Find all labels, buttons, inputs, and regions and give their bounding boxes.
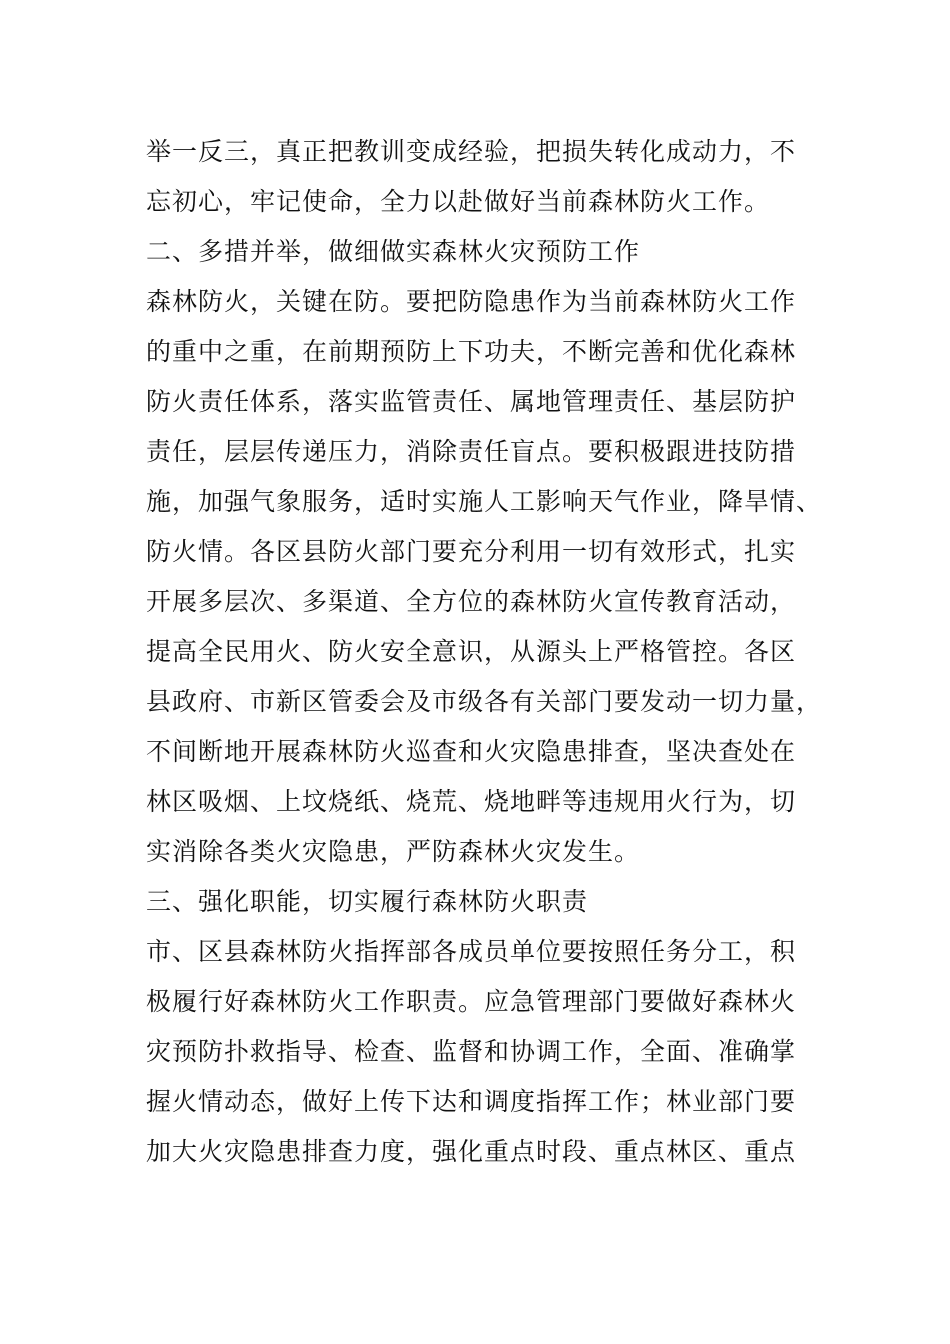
text-line: 县政府、市新区管委会及市级各有关部门要发动一切力量， [146, 687, 823, 716]
text-line: 林区吸烟、上坟烧纸、烧荒、烧地畔等违规用火行为，切 [146, 787, 797, 816]
text-line: 的重中之重，在前期预防上下功夫，不断完善和优化森林 [146, 337, 797, 366]
text-line: 实消除各类火灾隐患，严防森林火灾发生。 [146, 837, 641, 866]
text-line: 开展多层次、多渠道、全方位的森林防火宣传教育活动， [146, 587, 797, 616]
text-line: 森林防火，关键在防。要把防隐患作为当前森林防火工作 [146, 287, 797, 316]
text-line: 不间断地开展森林防火巡查和火灾隐患排查，坚决查处在 [146, 737, 797, 766]
text-line: 提高全民用火、防火安全意识，从源头上严格管控。各区 [146, 637, 797, 666]
text-line: 极履行好森林防火工作职责。应急管理部门要做好森林火 [146, 987, 797, 1016]
text-line: 施，加强气象服务，适时实施人工影响天气作业，降旱情、 [146, 487, 823, 516]
text-line: 防火情。各区县防火部门要充分利用一切有效形式，扎实 [146, 537, 797, 566]
text-line: 忘初心，牢记使命，全力以赴做好当前森林防火工作。 [146, 187, 771, 216]
text-line: 灾预防扑救指导、检查、监督和协调工作，全面、准确掌 [146, 1037, 797, 1066]
text-line: 举一反三，真正把教训变成经验，把损失转化成动力，不 [146, 137, 797, 166]
text-line: 防火责任体系，落实监管责任、属地管理责任、基层防护 [146, 387, 797, 416]
document-body [146, 127, 823, 1177]
section-heading: 二、多措并举，做细做实森林火灾预防工作 [146, 237, 641, 266]
text-line: 加大火灾隐患排查力度，强化重点时段、重点林区、重点 [146, 1137, 797, 1166]
text-line: 握火情动态，做好上传下达和调度指挥工作；林业部门要 [146, 1087, 797, 1116]
text-line: 市、区县森林防火指挥部各成员单位要按照任务分工，积 [146, 937, 797, 966]
text-line: 责任，层层传递压力，消除责任盲点。要积极跟进技防措 [146, 437, 797, 466]
section-heading: 三、强化职能，切实履行森林防火职责 [146, 887, 589, 916]
